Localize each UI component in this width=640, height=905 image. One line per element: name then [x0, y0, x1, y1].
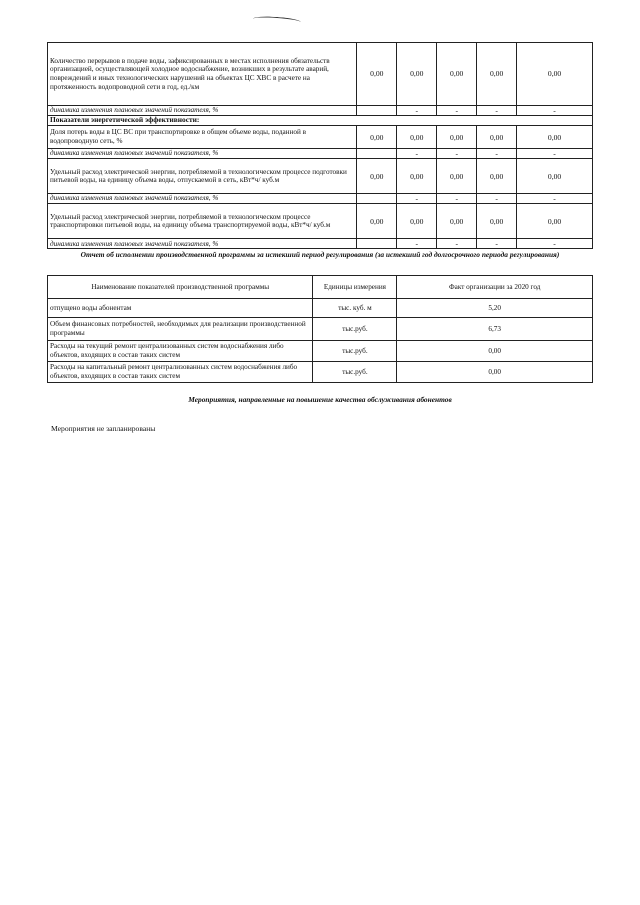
unit-cell: тыс.руб. — [313, 341, 397, 362]
value-cell: - — [437, 149, 477, 159]
value-cell: - — [517, 106, 593, 116]
indicators-table — [47, 42, 593, 249]
report-row — [48, 318, 593, 341]
value-cell: 0,00 — [357, 43, 397, 106]
report-row — [48, 299, 593, 318]
indicator-row — [48, 204, 593, 239]
section-title: Показатели энергетической эффективности: — [48, 116, 593, 126]
dynamics-label: динамика изменения плановых значений показателя, % — [48, 194, 357, 204]
value-cell: 0,00 — [437, 43, 477, 106]
value-cell: 0,00 — [437, 159, 477, 194]
dynamics-label: динамика изменения плановых значений показателя, % — [48, 239, 357, 249]
indicator-name-cell: отпущено воды абонентам — [48, 299, 313, 318]
value-cell: 0,00 — [517, 126, 593, 149]
value-cell: 0,00 — [397, 204, 437, 239]
value-cell: 0,00 — [397, 159, 437, 194]
value-cell: - — [517, 239, 593, 249]
scan-mark — [253, 15, 301, 25]
value-cell: 0,00 — [357, 126, 397, 149]
unit-cell: тыс.руб. — [313, 362, 397, 383]
measures-note: Мероприятия не запланированы — [51, 424, 156, 433]
value-cell: 0,00 — [517, 204, 593, 239]
unit-cell: тыс.руб. — [313, 318, 397, 341]
indicator-name-cell: Расходы на капитальный ремонт централизованных систем водоснабжения либо объектов, входящих в состав таких систем — [48, 362, 313, 383]
value-cell: - — [477, 194, 517, 204]
value-cell — [357, 194, 397, 204]
indicator-name-cell: Объем финансовых потребностей, необходимых для реализации производственной программы — [48, 318, 313, 341]
indicator-label: Количество перерывов в подаче воды, зафиксированных в местах исполнения обязательств организацией, осуществляющей холодное водоснабжение, возникших в результате аварий, повреждений и иных технологических нарушений на объектах ЦС ХВС в расчете на протяженность водопроводной сети в год, ед./км — [48, 43, 357, 106]
dynamics-row — [48, 239, 593, 249]
value-cell: 0,00 — [517, 43, 593, 106]
value-cell: - — [397, 106, 437, 116]
value-cell: 0,00 — [357, 204, 397, 239]
indicator-row — [48, 43, 593, 106]
value-cell: 0,00 — [477, 126, 517, 149]
report-row — [48, 362, 593, 383]
dynamics-row — [48, 194, 593, 204]
indicator-label: Удельный расход электрической энергии, потребляемой в технологическом процессе транспортировки питьевой воды, на единицу объема транспортируемой воды, кВт*ч/ куб.м — [48, 204, 357, 239]
fact-value-cell: 0,00 — [397, 341, 593, 362]
header-indicator-name: Наименование показателей производственной программы — [48, 276, 313, 299]
indicator-label: Удельный расход электрической энергии, потребляемой в технологическом процессе подготовки питьевой воды, на единицу объема воды, отпускаемой в сеть, кВт*ч/ куб.м — [48, 159, 357, 194]
value-cell: - — [517, 194, 593, 204]
indicator-name-cell: Расходы на текущий ремонт централизованных систем водоснабжения либо объектов, входящих в состав таких систем — [48, 341, 313, 362]
unit-cell: тыс. куб. м — [313, 299, 397, 318]
value-cell: 0,00 — [477, 159, 517, 194]
value-cell: - — [477, 106, 517, 116]
value-cell — [357, 149, 397, 159]
value-cell: 0,00 — [477, 43, 517, 106]
value-cell: 0,00 — [437, 204, 477, 239]
value-cell: - — [397, 149, 437, 159]
dynamics-row — [48, 106, 593, 116]
report-row — [48, 341, 593, 362]
value-cell: 0,00 — [437, 126, 477, 149]
header-fact-2020: Факт организации за 2020 год — [397, 276, 593, 299]
value-cell: - — [397, 239, 437, 249]
report-table-body — [48, 299, 593, 383]
dynamics-label: динамика изменения плановых значений показателя, % — [48, 106, 357, 116]
value-cell: - — [437, 239, 477, 249]
value-cell: 0,00 — [397, 126, 437, 149]
value-cell: 0,00 — [477, 204, 517, 239]
value-cell: - — [437, 194, 477, 204]
dynamics-row — [48, 149, 593, 159]
value-cell: - — [477, 149, 517, 159]
measures-caption: Мероприятия, направленные на повышение качества обслуживания абонентов — [188, 395, 452, 404]
value-cell: - — [477, 239, 517, 249]
value-cell: 0,00 — [397, 43, 437, 106]
indicators-table-body — [48, 43, 593, 249]
indicator-row — [48, 159, 593, 194]
value-cell: - — [437, 106, 477, 116]
value-cell: 0,00 — [517, 159, 593, 194]
report-table — [47, 275, 593, 383]
report-caption: Отчет об исполнении производственной программы за истекший период регулирования (за истекший год долгосрочного периода регулирования) — [80, 250, 560, 259]
value-cell: - — [397, 194, 437, 204]
indicator-label: Доля потерь воды в ЦС ВС при транспортировке в общем объеме воды, поданной в водопроводную сеть, % — [48, 126, 357, 149]
report-table-header-row — [48, 276, 593, 299]
fact-value-cell: 5,20 — [397, 299, 593, 318]
value-cell: 0,00 — [357, 159, 397, 194]
dynamics-label: динамика изменения плановых значений показателя, % — [48, 149, 357, 159]
section-row — [48, 116, 593, 126]
value-cell — [357, 239, 397, 249]
indicator-row — [48, 126, 593, 149]
value-cell — [357, 106, 397, 116]
fact-value-cell: 6,73 — [397, 318, 593, 341]
value-cell: - — [517, 149, 593, 159]
fact-value-cell: 0,00 — [397, 362, 593, 383]
header-unit: Единицы измерения — [313, 276, 397, 299]
